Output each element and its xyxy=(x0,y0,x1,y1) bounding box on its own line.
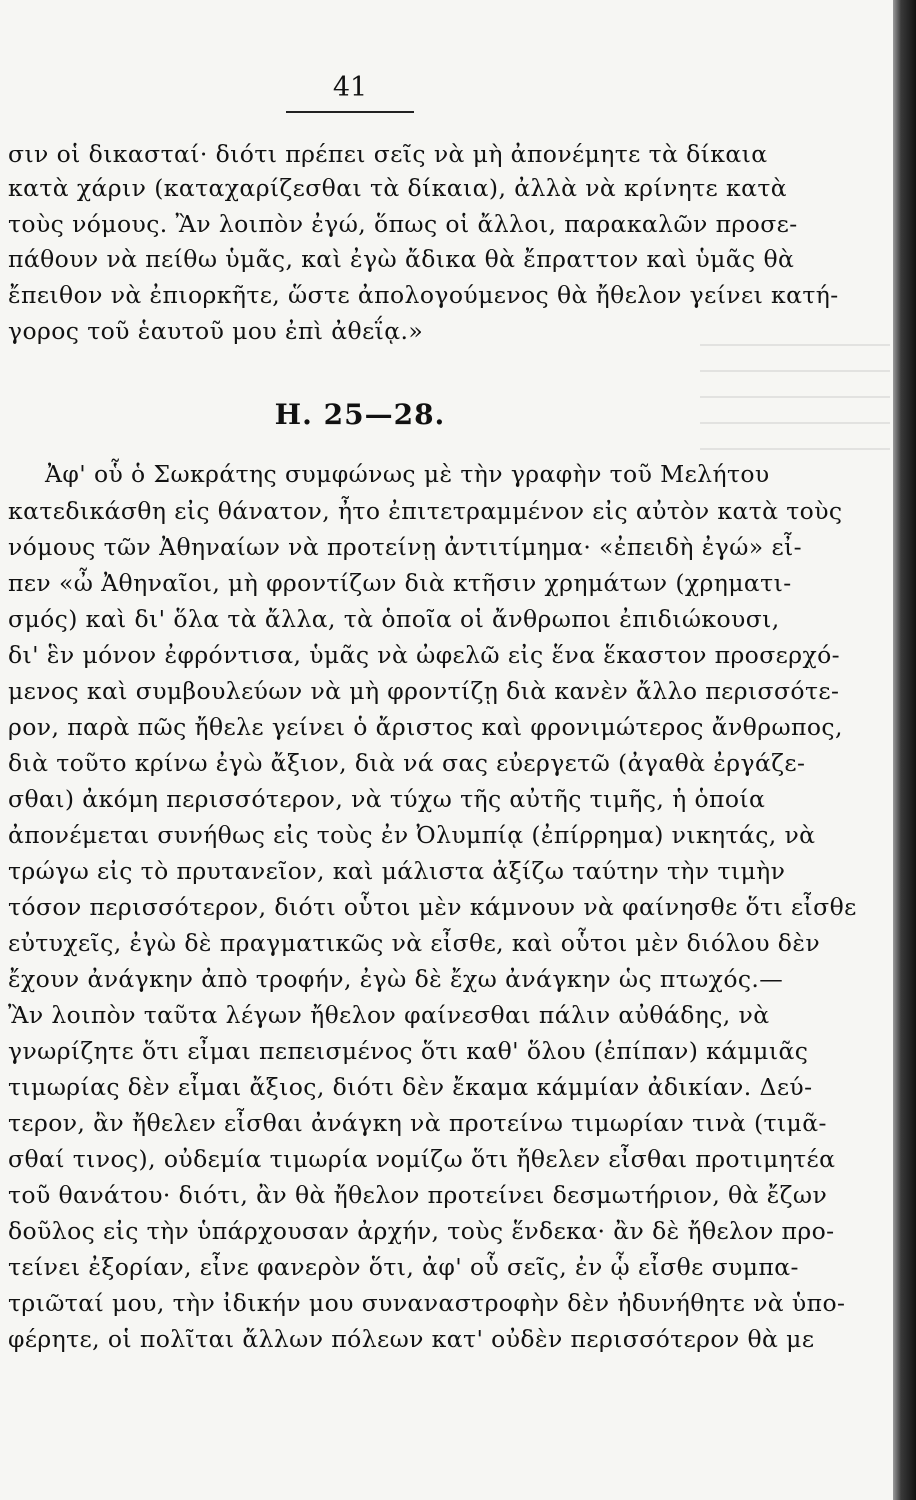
text-line: σμός) καὶ δι' ὅλα τὰ ἄλλα, τὰ ὁποῖα οἱ ἄνθρωποι ἐπιδιώκουσι, xyxy=(8,605,780,633)
text-line: τρώγω εἰς τὸ πρυτανεῖον, καὶ μάλιστα ἀξίζω ταύτην τὴν τιμὴν xyxy=(8,857,786,885)
text-line: Ἀφ' οὗ ὁ Σωκράτης συμφώνως μὲ τὴν γραφὴν τοῦ Μελήτου xyxy=(45,460,770,488)
text-line: διὰ τοῦτο κρίνω ἐγὼ ἄξιον, διὰ νά σας εὐεργετῶ (ἀγαθὰ ἐργάζε- xyxy=(8,749,806,777)
page-number: 41 xyxy=(332,72,368,103)
text-line: τείνει ἐξορίαν, εἶνε φανερὸν ὅτι, ἀφ' οὗ σεῖς, ἐν ᾧ εἶσθε συμπα- xyxy=(8,1253,799,1281)
text-line: Ἂν λοιπὸν ταῦτα λέγων ἤθελον φαίνεσθαι πάλιν αὐθάδης, νὰ xyxy=(8,1001,770,1029)
text-line: πάθουν νὰ πείθω ὑμᾶς, καὶ ἐγὼ ἄδικα θὰ ἔπραττον καὶ ὑμᾶς θὰ xyxy=(8,245,795,273)
text-line: δι' ἓν μόνον ἐφρόντισα, ὑμᾶς νὰ ὠφελῶ εἰς ἕνα ἕκαστον προσερχό- xyxy=(8,641,840,669)
section-heading: Η. 25—28. xyxy=(274,398,446,431)
text-line: δοῦλος εἰς τὴν ὑπάρχουσαν ἀρχήν, τοὺς ἕνδεκα· ἂν δὲ ἤθελον προ- xyxy=(8,1217,835,1245)
page-number-rule xyxy=(286,111,414,113)
text-line: σιν οἱ δικασταί· διότι πρέπει σεῖς νὰ μὴ ἀπονέμητε τὰ δίκαια xyxy=(8,140,768,168)
text-line: σθαί τινος), οὐδεμία τιμωρία νομίζω ὅτι ἤθελεν εἶσθαι προτιμητέα xyxy=(8,1145,836,1173)
text-line: πεν «ὦ Ἀθηναῖοι, μὴ φροντίζων διὰ κτῆσιν χρημάτων (χρηματι- xyxy=(8,569,792,597)
text-line: κατὰ χάριν (καταχαρίζεσθαι τὰ δίκαια), ἀλλὰ νὰ κρίνητε κατὰ xyxy=(8,174,788,202)
text-line: τόσον περισσότερον, διότι οὗτοι μὲν κάμνουν νὰ φαίνησθε ὅτι εἶσθε xyxy=(8,893,857,921)
text-line: εὐτυχεῖς, ἐγὼ δὲ πραγματικῶς νὰ εἶσθε, καὶ οὗτοι μὲν διόλου δὲν xyxy=(8,929,821,957)
text-line: γνωρίζητε ὅτι εἶμαι πεπεισμένος ὅτι καθ' ὅλου (ἐπίπαν) κάμμιᾶς xyxy=(8,1037,809,1065)
text-line: ἀπονέμεται συνήθως εἰς τοὺς ἐν Ὀλυμπίᾳ (ἐπίρρημα) νικητάς, νὰ xyxy=(8,821,816,849)
text-line: τιμωρίας δὲν εἶμαι ἄξιος, διότι δὲν ἔκαμα κάμμίαν ἀδικίαν. Δεύ- xyxy=(8,1073,813,1101)
text-line: σθαι) ἀκόμη περισσότερον, νὰ τύχω τῆς αὐτῆς τιμῆς, ἡ ὁποία xyxy=(8,785,766,813)
show-through-text xyxy=(700,330,890,450)
text-line: τερον, ἂν ἤθελεν εἶσθαι ἀνάγκη νὰ προτείνω τιμωρίαν τινὰ (τιμᾶ- xyxy=(8,1109,827,1137)
text-line: ἔχουν ἀνάγκην ἀπὸ τροφήν, ἐγὼ δὲ ἔχω ἀνάγκην ὡς πτωχός.— xyxy=(8,965,784,993)
text-line: φέρητε, οἱ πολῖται ἄλλων πόλεων κατ' οὐδὲν περισσότερον θὰ με xyxy=(8,1325,815,1353)
text-line: τριῶταί μου, τὴν ἰδικήν μου συναναστροφὴν δὲν ἠδυνήθητε νὰ ὑπο- xyxy=(8,1289,846,1317)
text-line: ἔπειθον νὰ ἐπιορκῆτε, ὥστε ἀπολογούμενος θὰ ἤθελον γείνει κατή- xyxy=(8,281,839,309)
text-line: τοῦ θανάτου· διότι, ἂν θὰ ἤθελον προτείνει δεσμωτήριον, θὰ ἔζων xyxy=(8,1181,828,1209)
text-line: νόμους τῶν Ἀθηναίων νὰ προτείνῃ ἀντιτίμημα· «ἐπειδὴ ἐγώ» εἶ- xyxy=(8,533,802,561)
text-line: κατεδικάσθη εἰς θάνατον, ἦτο ἐπιτετραμμένον εἰς αὐτὸν κατὰ τοὺς xyxy=(8,497,843,525)
text-line: γορος τοῦ ἑαυτοῦ μου ἐπὶ ἀθεΐᾳ.» xyxy=(8,317,424,345)
text-line: ρον, παρὰ πῶς ἤθελε γείνει ὁ ἄριστος καὶ φρονιμώτερος ἄνθρωπος, xyxy=(8,713,843,741)
page-edge-shadow xyxy=(893,0,916,1500)
text-line: τοὺς νόμους. Ἂν λοιπὸν ἐγώ, ὅπως οἱ ἄλλοι, παρακαλῶν προσε- xyxy=(8,210,798,238)
text-line: μενος καὶ συμβουλεύων νὰ μὴ φροντίζῃ διὰ κανὲν ἄλλο περισσότε- xyxy=(8,677,840,705)
